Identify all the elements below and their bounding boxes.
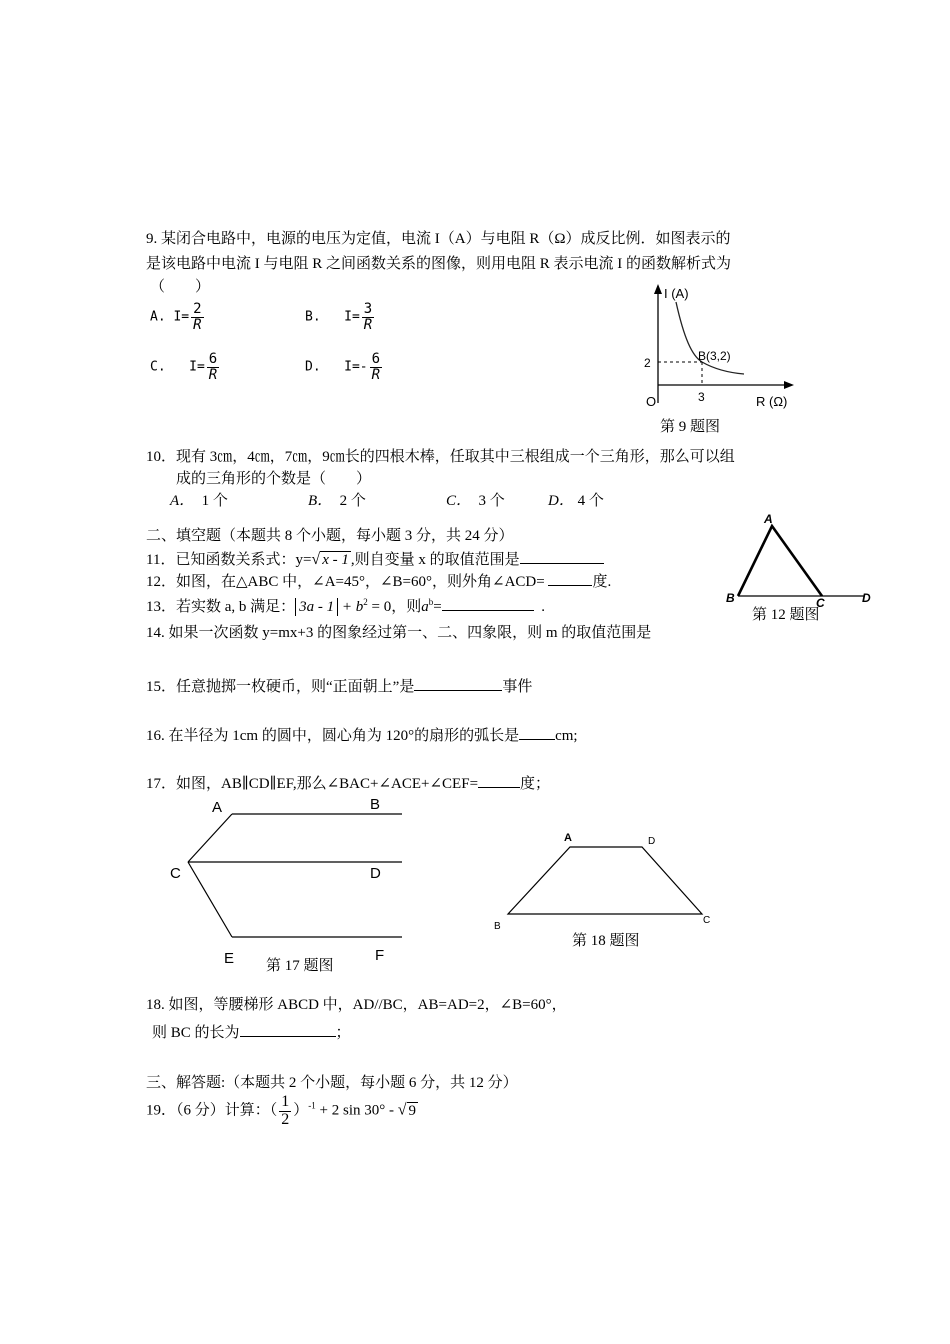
q12-blank (548, 571, 592, 586)
origin-label: O (646, 394, 657, 409)
q10-line2: 成的三角形的个数是（ ） (176, 471, 372, 487)
segment-ac (188, 814, 232, 862)
q18-line2: 则 BC 的长为 ； (152, 1022, 351, 1042)
section2-heading: 二、填空题（本题共 8 个小题，每小题 3 分，共 24 分） (146, 528, 514, 544)
point-label: B(3,2) (698, 349, 731, 363)
q13-blank (442, 596, 534, 611)
q19: 19．（6 分）计算：（ $\frac{1}{2}$ ）$^{-1}$ + 2 sin 30° - √ 9 (146, 1093, 417, 1128)
q9-paren: （ ） (150, 279, 211, 295)
q12: 12．如图，在△ABC 中，∠A=45°，∠B=60°，则外角∠ACD= 度. (146, 571, 611, 591)
y-axis-label: I (A) (664, 286, 689, 301)
label-a: A (764, 512, 773, 526)
q9-option-b: B. I= $\frac{3}{R}$ (305, 301, 373, 333)
q15-blank (414, 676, 502, 691)
label-d: D (862, 591, 871, 605)
q11-blank (520, 549, 604, 564)
q9-graph (636, 278, 816, 413)
label-e: E (224, 950, 235, 967)
q9-option-a: A. I= $\frac{2}{R}$ (150, 301, 202, 333)
trapezoid (508, 847, 702, 914)
label-b: B (370, 796, 381, 813)
x-tick-label: 3 (698, 390, 705, 404)
q18-caption: 第 18 题图 (572, 933, 640, 949)
q18-line1: 18. 如图，等腰梯形 ABCD 中，AD//BC，AB=AD=2，∠B=60°， (146, 997, 567, 1013)
label-b: B (494, 921, 501, 932)
q10-option-b: B． 2 个 (308, 493, 366, 509)
label-c: C (170, 865, 181, 882)
label-d: D (370, 865, 381, 882)
inverse-curve (676, 302, 744, 374)
label-f: F (375, 947, 385, 964)
label-a: A (212, 799, 223, 816)
q16: 16. 在半径为 1cm 的圆中，圆心角为 120°的扇形的弧长是 cm; (146, 725, 578, 745)
q10-option-a: A． 1 个 (170, 493, 228, 509)
q9-option-d: D. I=- $\frac{6}{R}$ (305, 351, 381, 383)
section3-heading: 三、解答题:（本题共 2 个小题，每小题 6 分，共 12 分） (146, 1075, 518, 1091)
q14: 14. 如果一次函数 y=mx+3 的图象经过第一、二、四象限，则 m 的取值范围是 (146, 625, 652, 641)
q11: 11．已知函数关系式：y=√ x - 1 ,则自变量 x 的取值范围是 (146, 549, 604, 569)
q12-caption: 第 12 题图 (752, 607, 820, 623)
x-axis-arrow (784, 381, 794, 389)
q17-caption: 第 17 题图 (266, 958, 334, 974)
x-axis-label: R (Ω) (756, 394, 788, 409)
label-c: C (703, 915, 711, 926)
q17-blank (478, 773, 520, 788)
label-c: C (816, 596, 825, 610)
q16-blank (519, 725, 555, 740)
label-d: D (648, 836, 656, 847)
q9-line1: 9. 某闭合电路中，电源的电压为定值，电流 I（A）与电阻 R（Ω）成反比例．如图表示的 (146, 231, 731, 247)
q17-figure (160, 794, 420, 974)
q9-option-c: C. I= $\frac{6}{R}$ (150, 351, 218, 383)
q12-figure (724, 510, 880, 610)
q9-caption: 第 9 题图 (660, 419, 721, 435)
y-tick-label: 2 (644, 356, 651, 370)
q9-line2: 是该电路中电流 I 与电阻 R 之间函数关系的图像，则用电阻 R 表示电流 I 的函数解析式为 (146, 256, 732, 272)
q18-figure (490, 826, 720, 938)
q18-blank (240, 1022, 336, 1037)
label-b: B (726, 591, 735, 605)
triangle-sides (738, 526, 822, 596)
q13: 13．若实数 a, b 满足： $3a - 1 + b^2 = 0$，则$a^b=$ . (146, 597, 545, 615)
q10-line1: 10．现有 3㎝，4㎝，7㎝，9㎝长的四根木棒，任取其中三根组成一个三角形，那么可以组 (146, 449, 735, 465)
label-a: A (564, 832, 572, 844)
q10-option-c: C． 3 个 (446, 493, 505, 509)
q15: 15．任意抛掷一枚硬币，则“正面朝上”是 事件 (146, 676, 532, 696)
q17: 17．如图，AB∥CD∥EF,那么∠BAC+∠ACE+∠CEF= 度； (146, 773, 550, 793)
q10-option-d: D． 4 个 (548, 493, 604, 509)
y-axis-arrow (654, 284, 662, 294)
segment-ce (188, 862, 232, 937)
